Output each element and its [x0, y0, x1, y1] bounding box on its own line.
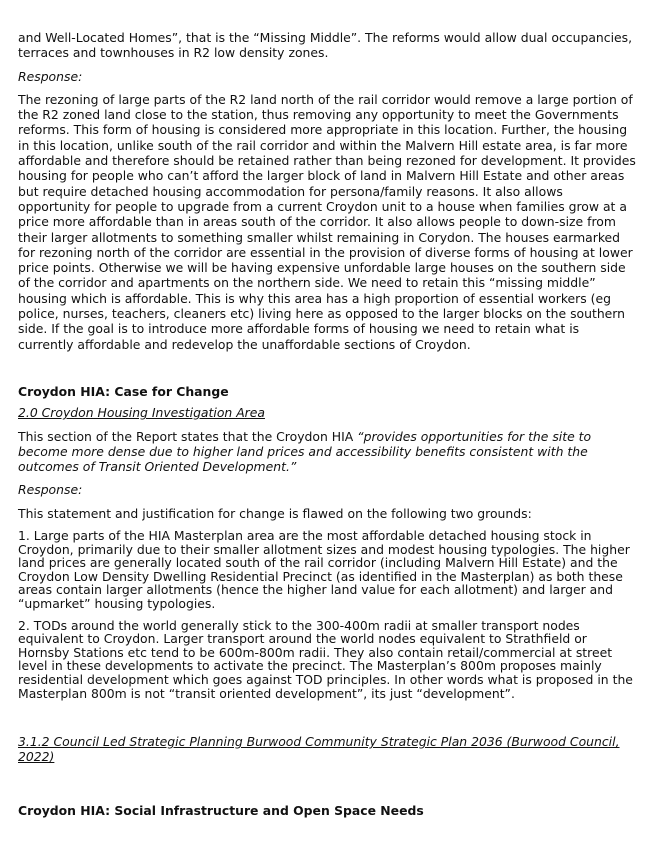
response-label: Response: [18, 482, 83, 498]
statement-intro: This statement and justification for change is flawed on the following two grounds: [18, 505, 532, 521]
response-paragraph: The rezoning of large parts of the R2 land north of the rail corridor would remove a large portion of the R2 zoned land close to the station, thus removing any opportunity to meet the Governments reforms. This form of housing is considered more appropriate in this location. Further, the housing in this location, unlike south of the rail corridor and within the Malvern Hill estate area, is far more affordable and therefore should be retained rather than being rezoned for development. It provides housing for people who can’t afford the larger block of land in Malvern Hill Estate and other areas but require detached housing accommodation for persona/family reasons. It also allows opportunity for people to upgrade from a current Croydon unit to a house when families grow at a price more affordable than in areas south of the corridor. It also allows people to down-size from their larger allotments to something smaller whilst remaining in Corydon. The houses earmarked for rezoning north of the corridor are essential in the provision of diverse forms of housing at lower price points. Otherwise we will be having expensive unfordable large houses on the southern side of the corridor and apartments on the northern side. We need to retain this “missing middle” housing which is affordable. This is why this area has a high proportion of essential workers (eg police, nurses, teachers, cleaners etc) living here as opposed to the larger blocks on the southern side. If the goal is to introduce more affordable forms of housing we need to retain what is currently affordable and redevelop the unaffordable sections of Croydon. [18, 91, 636, 352]
point-1-paragraph: 1. Large parts of the HIA Masterplan area are the most affordable detached housing stock in Croydon, primarily due to their smaller allotment sizes and modest housing typologies. The higher land prices are generally located south of the rail corridor (including Malvern Hill Estate) and the Croydon Low Density Dwelling Residential Precinct (as identified in the Masterplan) as both these areas contain larger allotments (hence the higher land value for each allotment) and larger and “upmarket” housing typologies. [18, 528, 630, 611]
section-spacer [18, 708, 638, 734]
intro-paragraph: and Well-Located Homes”, that is the “Missing Middle”. The reforms would allow dual occupancies, terraces and townhouses in R2 low density zones. [18, 30, 633, 61]
subheading-2-0: 2.0 Croydon Housing Investigation Area [18, 405, 265, 421]
subheading-3-1-2: 3.1.2 Council Led Strategic Planning Burwood Community Strategic Plan 2036 (Burwood Council, 2022) [18, 734, 620, 765]
section-2-0-quote: “provides opportunities for the site to become more dense due to higher land prices and accessibility benefits consistent with the outcomes of Transit Oriented Development.” [18, 428, 592, 475]
section-2-0-paragraph [18, 429, 638, 475]
point-2-paragraph: 2. TODs around the world generally stick to the 300-400m radii at smaller transport nodes equivalent to Croydon. Larger transport around the world nodes equivalent to Strathfield or Hornsby Stations etc tend to be 600m-800m radii. They also contain retail/commercial at street level in these developments to activate the precinct. The Masterplan’s 800m proposes mainly residential development which goes against TOD principles. In other words what is proposed in the Masterplan 800m is not “transit oriented development”, its just “development”. [18, 617, 633, 701]
section-heading-case-for-change: Croydon HIA: Case for Change [18, 383, 229, 399]
section-2-0-lead: This section of the Report states that the Croydon HIA [18, 428, 358, 444]
section-heading-social-infrastructure: Croydon HIA: Social Infrastructure and Open Space Needs [18, 802, 424, 818]
section-spacer [18, 773, 638, 803]
response-label: Response: [18, 68, 83, 84]
section-spacer [18, 352, 638, 384]
